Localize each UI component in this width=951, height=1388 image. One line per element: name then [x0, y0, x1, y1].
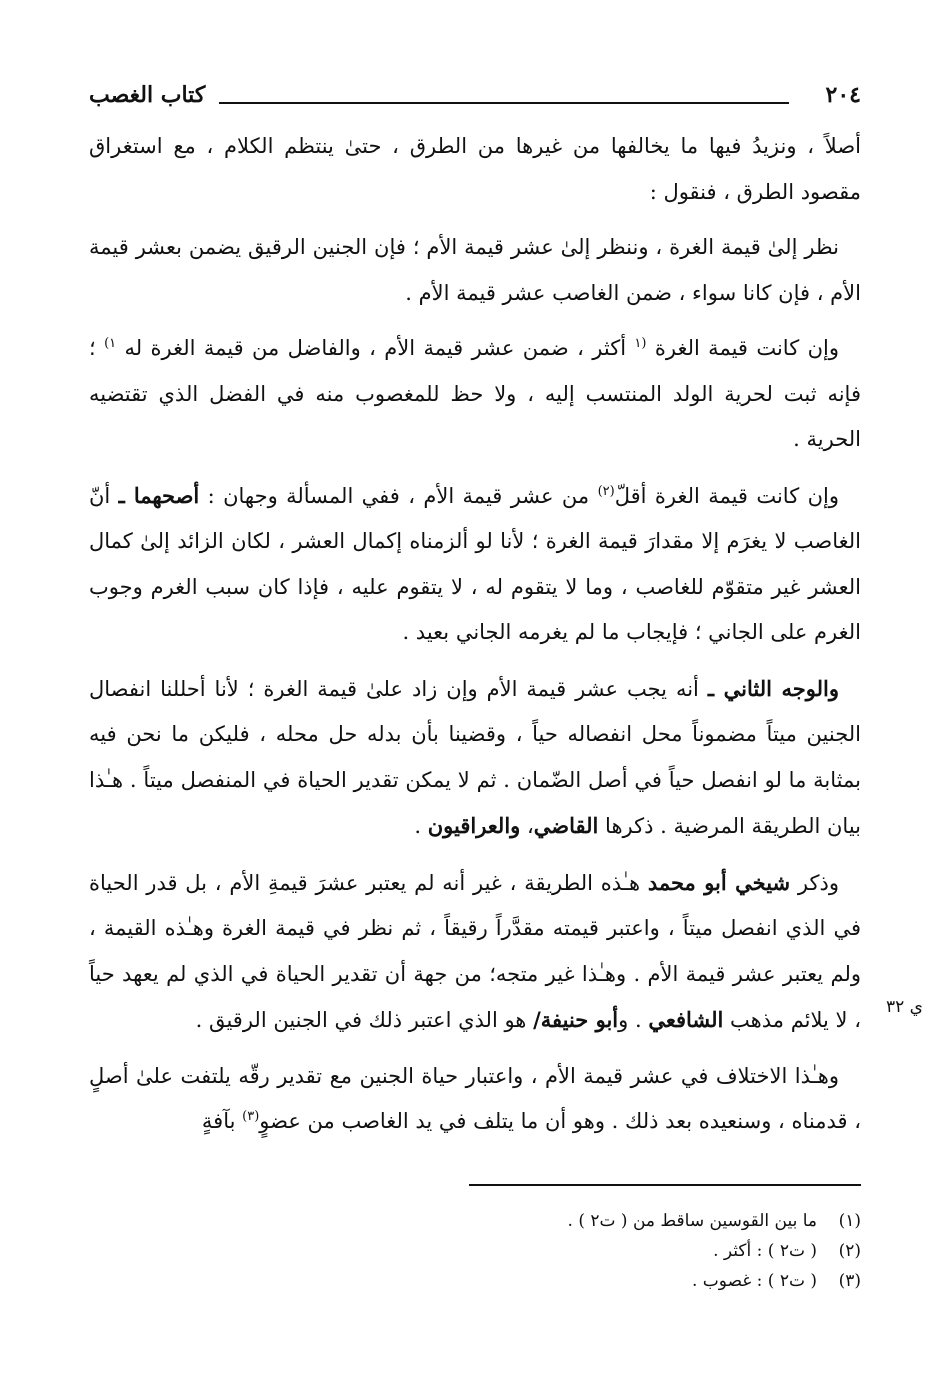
- text-segment: بآفةٍ: [201, 1109, 236, 1133]
- footnote-number: (١): [838, 1211, 861, 1231]
- page-number: ٢٠٤: [825, 82, 861, 108]
- text-segment: وهـٰذا الاختلاف في عشر قيمة الأم ، واعتبار حياة الجنين مع تقدير رقّه يلتفت علىٰ أصلٍ ، قدمناه ، وسنعيده بعد ذلك . وهو أن ما يتلف في يد الغاصب من عضوٍ: [89, 1063, 861, 1133]
- footnote-number: (٢): [838, 1241, 861, 1261]
- footnote-3: [89, 1266, 861, 1296]
- text-segment: من عشر قيمة الأم ، ففي المسألة وجهان :: [207, 483, 590, 508]
- bold-name: والعراقيون: [427, 813, 521, 838]
- footnote-ref-2[interactable]: (٢): [597, 483, 615, 499]
- bold-name: شيخي أبو محمد: [647, 869, 791, 895]
- paragraph-7: [89, 1054, 861, 1145]
- page-header: [89, 80, 861, 120]
- text-segment: وذكر: [797, 870, 839, 895]
- footnote-text: ( ت٢ ) : غصوب .: [692, 1271, 817, 1291]
- text-segment: وإن كانت قيمة الغرة: [654, 336, 839, 360]
- footnote-ref-1-close[interactable]: ١): [104, 336, 117, 351]
- text-segment: ؛ فإنه ثبت لحرية الولد المنتسب إليه ، ولا حظ للمغصوب منه في الفضل الذي تقتضيه الحرية .: [89, 336, 861, 451]
- footnote-ref-1-open[interactable]: (١: [634, 336, 647, 351]
- paragraph-1: أصلاً ، ونزيدُ فيها ما يخالفها من غيرها من الطرق ، حتىٰ ينتظم الكلام ، مع استغراق مقصود الطرق ، فنقول :: [89, 134, 861, 204]
- bold-name: أبو حنيفة/: [533, 1007, 619, 1032]
- text-segment: أنه يجب عشر قيمة الأم وإن زاد علىٰ قيمة الغرة ؛ لأنا أحللنا انفصال الجنين ميتاً مضموناً محل انفصاله حياً ، وقضينا بأن بدله حل محله ، فليكن ما نحن فيه بمثابة ما لو انفصل حياً في أصل الضّمان . ثم لا يمكن تقدير الحياة في المنفصل ميتاً . هـٰذا بيان الطريقة المرضية . ذكرها: [89, 676, 861, 838]
- bold-name: القاضي: [533, 813, 599, 838]
- paragraph-5: [89, 666, 861, 850]
- footnote-ref-3[interactable]: (٣): [242, 1109, 260, 1124]
- footnotes: [89, 1206, 861, 1296]
- text-segment: أنّ الغاصب لا يغرَم إلا مقدارَ قيمة الغرة ؛ لأنا لو ألزمناه إكمال العشر ، لكان الزائد إلىٰ كمال العشر غير متقوّم للغاصب ، وما لا يتقوم له ، لا يتقوم عليه ، فإذا كان سبب الغرم وجوب الغرم على الجاني ؛ فإيجاب ما لم يغرمه الجاني بعيد .: [89, 483, 861, 644]
- text-segment: .: [414, 814, 422, 838]
- margin-note: ي ٣٢: [886, 997, 923, 1017]
- footnote-number: (٣): [838, 1271, 861, 1291]
- bold-term: والوجه الثاني ـ: [707, 675, 839, 701]
- paragraph-3: [89, 326, 861, 463]
- footnote-2: [89, 1236, 861, 1266]
- paragraph-6: [89, 860, 861, 1044]
- bold-term: أصحهما ـ: [118, 482, 200, 508]
- footnote-text: ( ت٢ ) : أكثر .: [713, 1241, 817, 1261]
- paragraph-4: [89, 473, 861, 656]
- footnote-rule: [469, 1184, 861, 1186]
- text-segment: . و: [618, 1008, 642, 1032]
- footnote-1: [89, 1206, 861, 1236]
- paragraph-2: نظر إلىٰ قيمة الغرة ، وننظر إلىٰ عشر قيمة الأم ؛ فإن الجنين الرقيق يضمن بعشر قيمة الأم ، فإن كانا سواء ، ضمن الغاصب عشر قيمة الأم .: [89, 235, 861, 305]
- text-segment: هـٰذه الطريقة ، غير أنه لم يعتبر عشرَ قيمةِ الأم ، بل قدر الحياة في الذي انفصل ميتاً ، واعتبر قيمته مقدَّراً رقيقاً ، ثم نظر في قيمة الغرة وهـٰذه القيمة ، ولم يعتبر عشر قيمة الأم . وهـٰذا غير متجه؛ من جهة أن تقدير الحياة في الذي لم يعهد حياً ، لا يلائم مذهب: [89, 870, 861, 1032]
- text-segment: وإن كانت قيمة الغرة أقلّ: [614, 483, 839, 508]
- main-text: [89, 124, 861, 1155]
- bold-name: الشافعي: [648, 1007, 724, 1032]
- running-title: كتاب الغصب: [89, 82, 206, 108]
- text-segment: ،: [526, 814, 534, 838]
- header-rule: [219, 102, 789, 104]
- text-segment: أكثر ، ضمن عشر قيمة الأم ، والفاضل من قيمة الغرة له: [124, 336, 627, 360]
- footnote-text: ما بين القوسين ساقط من ( ت٢ ) .: [567, 1211, 817, 1231]
- text-segment: هو الذي اعتبر ذلك في الجنين الرقيق .: [195, 1008, 527, 1032]
